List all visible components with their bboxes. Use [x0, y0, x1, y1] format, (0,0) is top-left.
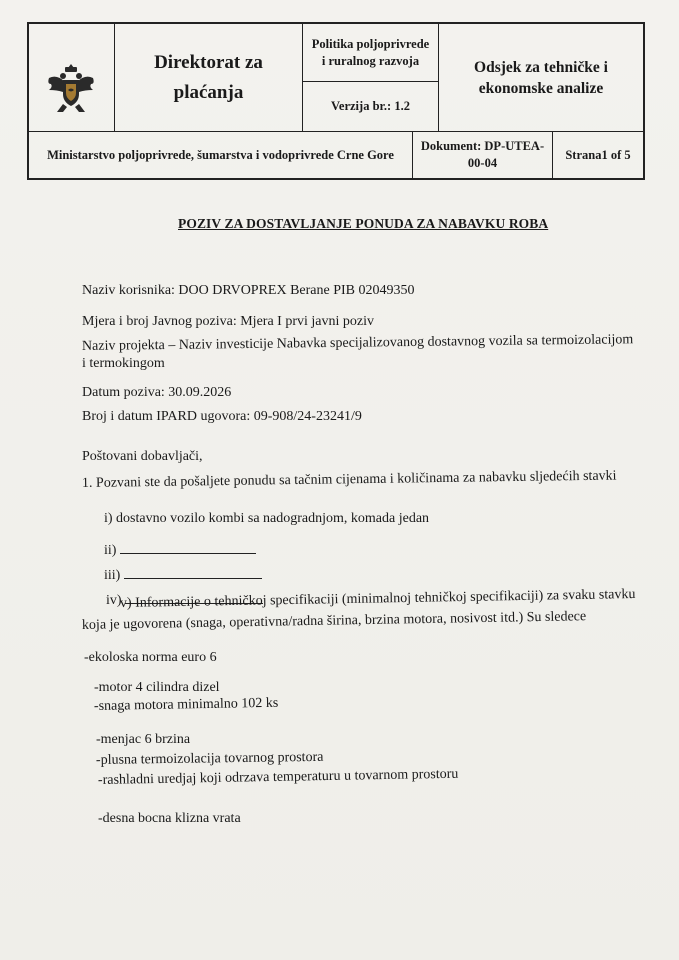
- directorate-name: Direktorat za plaćanja: [154, 51, 263, 103]
- spec-item: -desna bocna klizna vrata: [98, 811, 241, 826]
- page-cell: [553, 132, 643, 178]
- spec-item: -ekoloska norma euro 6: [84, 650, 217, 665]
- page-number: Strana1 of 5: [565, 147, 631, 162]
- greeting: Poštovani dobavljači,: [82, 449, 203, 464]
- spec-item: -plusna termoizolacija tovarnog prostora: [95, 749, 324, 768]
- spec-item: -motor 4 cilindra dizel: [94, 680, 220, 695]
- ipard-contract-line: Broj i datum IPARD ugovora: 09-908/24-23241/9: [82, 409, 362, 424]
- directorate-cell: [115, 24, 303, 132]
- measure-line: Mjera i broj Javnog poziva: Mjera I prvi javni poziv: [82, 314, 374, 329]
- page-title: POZIV ZA DOSTAVLJANJE PONUDA ZA NABAVKU ROBA: [178, 216, 549, 231]
- point-1: 1. Pozvani ste da pošaljete ponudu sa tačnim cijenama i količinama za nabavku sljedećih stavki: [81, 468, 617, 491]
- emblem-cell: [29, 24, 115, 132]
- item-iv-label: iv): [106, 593, 122, 608]
- ministry-cell: [29, 132, 413, 178]
- item-i: i) dostavno vozilo kombi sa nadogradnjom, komada jedan: [104, 511, 430, 526]
- spec-intro: v) Informacije o tehničkoj specifikaciji (minimalnoj tehničkoj specifikaciji) za svaku stavku: [119, 587, 636, 611]
- spec-item: -snaga motora minimalno 102 ks: [93, 695, 279, 714]
- item-iii-label: iii): [104, 568, 121, 583]
- item-iii-blank: [124, 566, 262, 579]
- item-ii-blank: [120, 541, 256, 554]
- call-date-line: Datum poziva: 30.09.2026: [82, 385, 232, 400]
- project-line: Naziv projekta – Naziv investicije Nabavka specijalizovanog dostavnog vozila sa termoizolacijom: [81, 332, 634, 354]
- header-table: [27, 22, 645, 180]
- item-ii-label: ii): [104, 543, 117, 558]
- version-cell: [303, 82, 439, 132]
- spec-item: -menjac 6 brzina: [96, 732, 191, 747]
- policy-cell: [303, 24, 439, 82]
- document-id: Dokument: DP-UTEA-00-04: [420, 139, 545, 170]
- version-number: Verzija br.: 1.2: [331, 99, 410, 113]
- department-name: Odsjek za tehničke i ekonomske analize: [474, 58, 608, 97]
- ministry-name: Ministarstvo poljoprivrede, šumarstva i vodoprivrede Crne Gore: [47, 147, 394, 162]
- project-line-continued: i termokingom: [82, 356, 165, 371]
- document-cell: [413, 132, 553, 178]
- item-iii: [104, 566, 262, 584]
- spec-intro-continued: koja je ugovorena (snaga, operativna/radna širina, brzina motora, nosivost itd.) Su sledece: [81, 609, 587, 633]
- department-cell: [439, 24, 643, 132]
- policy-name: Politika poljoprivrede i ruralnog razvoja: [311, 36, 430, 68]
- user-name-line: Naziv korisnika: DOO DRVOPREX Berane PIB 02049350: [82, 283, 415, 298]
- item-ii: [104, 541, 256, 559]
- montenegro-coat-of-arms-icon: [43, 60, 99, 116]
- spec-item: -rashladni uredjaj koji odrzava temperaturu u tovarnom prostoru: [97, 766, 459, 788]
